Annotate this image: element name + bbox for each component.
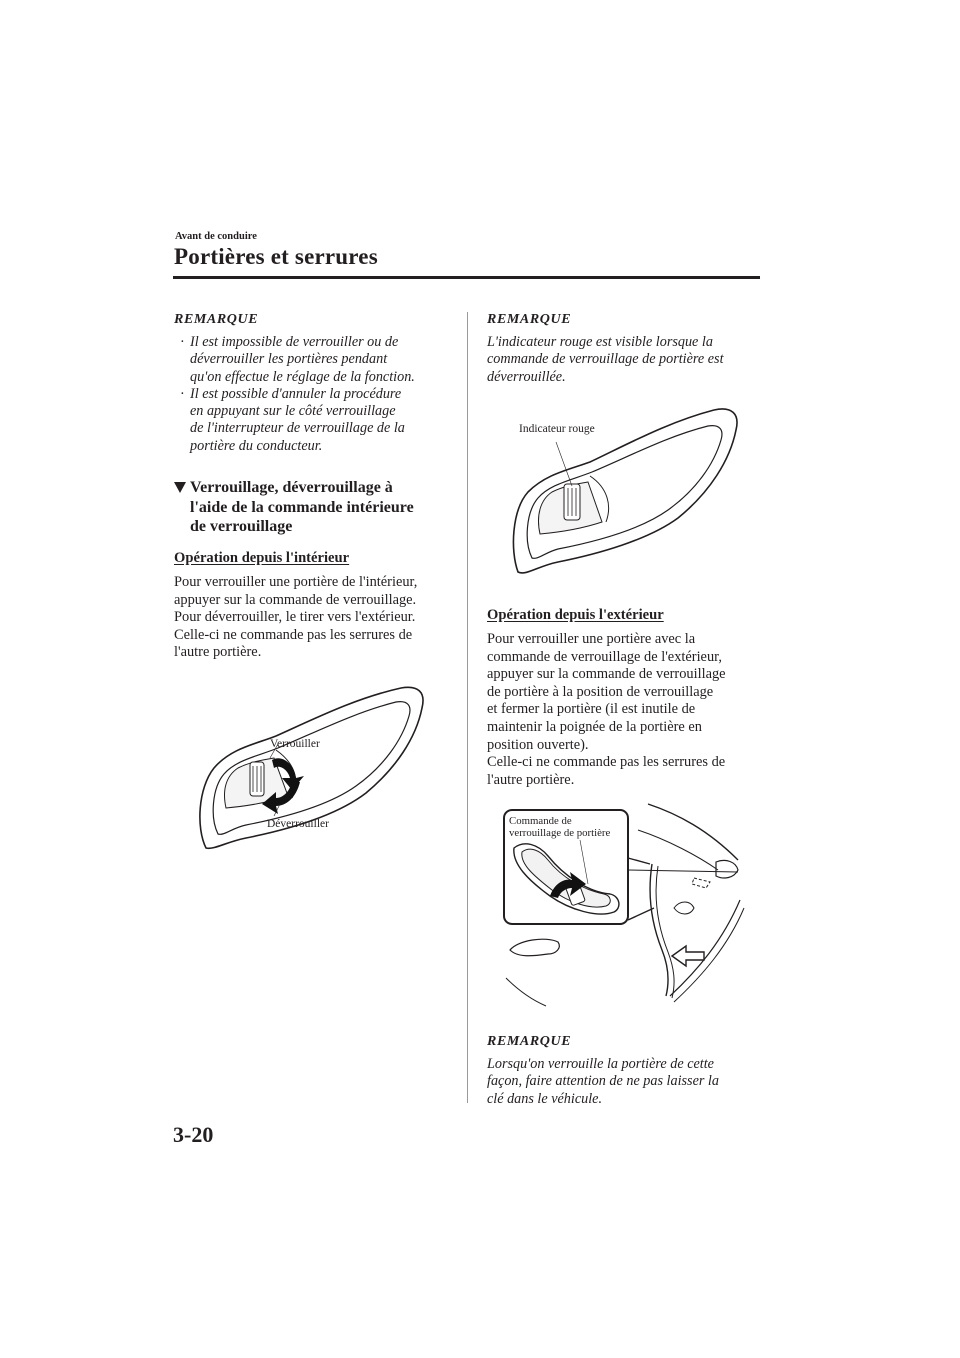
page-title: Portières et serrures: [174, 244, 378, 269]
push-arrow-icon: [672, 946, 704, 966]
triangle-marker-icon: [174, 482, 186, 493]
section-label: Avant de conduire: [175, 231, 257, 242]
remark-label: REMARQUE: [487, 1034, 572, 1049]
exterior-paragraph: Pour verrouiller une portière avec la commande de verrouillage de l'extérieur, appuyer sur la commande de verrouillage de portière à la position de verrouillage et fermer la portière (il est inutile de maintenir la poignée de la portière en position ouverte). Celle-ci ne commande pas les serrures de l'autre portière.: [487, 631, 726, 788]
list-item: · Il est impossible de verrouiller ou de déverrouiller les portières pendant qu'on effectue le réglage de la fonction.: [180, 334, 415, 385]
remark-bullet-list: [180, 334, 460, 455]
remark-label: REMARQUE: [174, 312, 259, 327]
title-rule: [173, 276, 760, 279]
list-item: · Il est possible d'annuler la procédure en appuyant sur le côté verrouillage de l'interrupteur de verrouillage de la portière du conducteur.: [180, 385, 405, 454]
column-divider: [467, 312, 468, 1103]
interior-door-handle-figure: [196, 678, 436, 862]
red-indicator-label: Indicateur rouge: [519, 423, 595, 435]
interior-paragraph: Pour verrouiller une portière de l'intérieur, appuyer sur la commande de verrouillage. Pour déverrouiller, le tirer vers l'extérieur. Celle-ci ne commande pas les serrures de l'autre portière.: [174, 574, 418, 661]
remark-text: Lorsqu'on verrouille la portière de cette façon, faire attention de ne pas laisser la clé dans le véhicule.: [487, 1056, 719, 1107]
unlock-label: Déverrouiller: [267, 818, 329, 830]
remark-text: L'indicateur rouge est visible lorsque la commande de verrouillage de portière est déverrouillée.: [487, 334, 724, 385]
exterior-subheading: Opération depuis l'extérieur: [487, 607, 664, 623]
lock-label: Verrouiller: [270, 738, 320, 750]
page-number: 3-20: [173, 1122, 214, 1147]
interior-subheading: Opération depuis l'intérieur: [174, 550, 350, 566]
section-heading: Verrouillage, déverrouillage à l'aide de la commande intérieure de verrouillage: [174, 478, 464, 537]
door-lock-switch-label: Commande de verrouillage de portière: [509, 815, 611, 839]
remark-label: REMARQUE: [487, 312, 572, 327]
